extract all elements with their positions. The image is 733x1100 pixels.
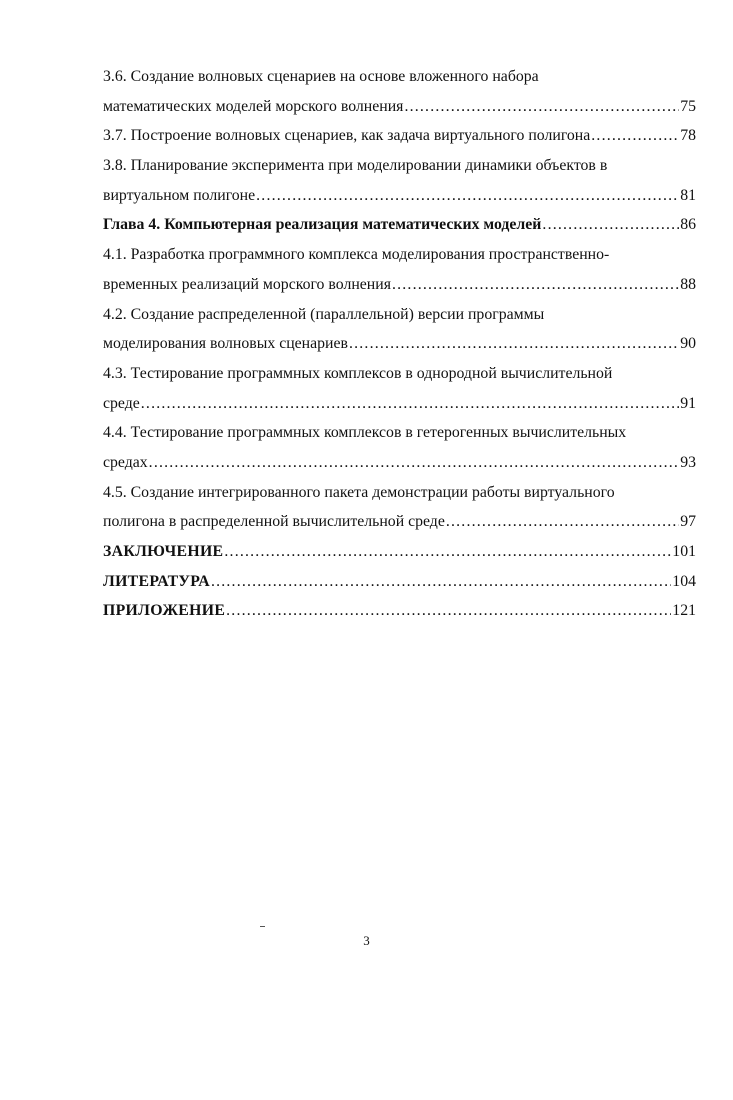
toc-entry-4-2-line2: моделирования волновых сценариев ..... 90 <box>103 329 696 359</box>
scan-mark <box>260 926 265 927</box>
dot-leader <box>149 448 680 478</box>
toc-entry-4-1-line1: 4.1. Разработка программного комплекса моделирования пространственно- <box>103 246 610 264</box>
page-ref: 91 <box>680 394 696 412</box>
page-ref: 104 <box>672 572 696 590</box>
dot-leader <box>141 389 679 419</box>
toc-entry-4-1-line2: временных реализаций морского волнения ..... 88 <box>103 270 696 300</box>
toc-literature: ЛИТЕРАТУРА ..... 104 <box>103 567 696 597</box>
toc-entry-3-8-line1: 3.8. Планирование эксперимента при моделировании динамики объектов в <box>103 157 608 175</box>
page-ref: 121 <box>672 602 696 620</box>
dot-leader <box>349 329 679 359</box>
toc-entry-4-4-line1: 4.4. Тестирование программных комплексов в гетерогенных вычислительных <box>103 424 627 442</box>
page-ref: 97 <box>680 513 696 531</box>
toc-entry-3-7: 3.7. Построение волновых сценариев, как задача виртуального полигона ..... 78 <box>103 121 696 151</box>
dot-leader <box>256 181 679 211</box>
toc-entry-3-6-line2: математических моделей морского волнения ..... 75 <box>103 92 696 122</box>
toc-entry-4-3-line2: среде ..... 91 <box>103 389 696 419</box>
toc-entry-4-5-line2: полигона в распределенной вычислительной среде ..... 97 <box>103 507 696 537</box>
dot-leader <box>224 537 671 567</box>
toc-entry-3-6-line1: 3.6. Создание волновых сценариев на основе вложенного набора <box>103 68 539 85</box>
toc-entry-3-8-line2: виртуальном полигоне ..... 81 <box>103 181 696 211</box>
toc-chapter-4: Глава 4. Компьютерная реализация математических моделей ..... 86 <box>103 210 696 240</box>
page-ref: 93 <box>680 453 696 471</box>
page-ref: 88 <box>680 275 696 293</box>
dot-leader <box>404 92 679 122</box>
table-of-contents <box>103 62 696 626</box>
toc-entry-4-2-line1: 4.2. Создание распределенной (параллельной) версии программы <box>103 305 545 323</box>
page-number: 3 <box>363 933 370 948</box>
dot-leader <box>211 567 671 597</box>
toc-conclusion: ЗАКЛЮЧЕНИЕ ..... 101 <box>103 537 696 567</box>
page-ref: 86 <box>680 216 696 234</box>
page-ref: 90 <box>680 335 696 353</box>
dot-leader <box>392 270 679 300</box>
page-ref: 101 <box>672 543 696 560</box>
dot-leader <box>446 507 679 537</box>
page-ref: 75 <box>680 97 696 115</box>
dot-leader <box>226 596 671 626</box>
page-ref: 78 <box>680 127 696 145</box>
toc-entry-4-3-line1: 4.3. Тестирование программных комплексов в однородной вычислительной <box>103 364 613 382</box>
page-ref: 81 <box>680 186 696 204</box>
dot-leader <box>591 121 679 151</box>
toc-entry-4-5-line1: 4.5. Создание интегрированного пакета демонстрации работы виртуального <box>103 483 615 501</box>
dot-leader <box>542 210 679 240</box>
toc-appendix: ПРИЛОЖЕНИЕ ..... 121 <box>103 596 696 626</box>
toc-entry-4-4-line2: средах ..... 93 <box>103 448 696 478</box>
